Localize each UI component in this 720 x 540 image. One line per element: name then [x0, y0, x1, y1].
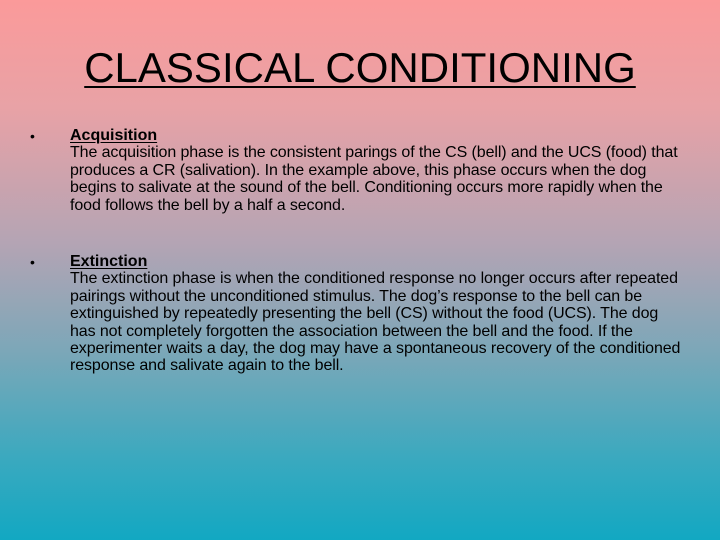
bullet-heading: Acquisition: [70, 127, 158, 144]
bullet-text: The acquisition phase is the consistent parings of the CS (bell) and the UCS (food) that produces a CR (salivation). In the example above, this phase occurs when the dog begins to salivate at the sound of the bell. Conditioning occurs more rapidly when the food follows the bell by a half a second.: [70, 144, 678, 214]
slide-title: CLASSICAL CONDITIONING: [84, 44, 636, 91]
bullet-marker: •: [30, 254, 35, 270]
bullet-heading: Extinction: [70, 253, 148, 270]
bullet-text: The extinction phase is when the conditioned response no longer occurs after repeated pairings without the unconditioned stimulus. The dog’s response to the bell can be extinguished by repeatedly presenting the bell (CS) without the food (UCS). The dog has not completely forgotten the association between the bell and the food. If the experimenter waits a day, the dog may have a spontaneous recovery of the conditioned response and salivate again to the bell.: [70, 270, 681, 375]
bullet-marker: •: [30, 128, 35, 144]
bullet-content: [70, 253, 684, 375]
bullet-content: [70, 127, 684, 214]
